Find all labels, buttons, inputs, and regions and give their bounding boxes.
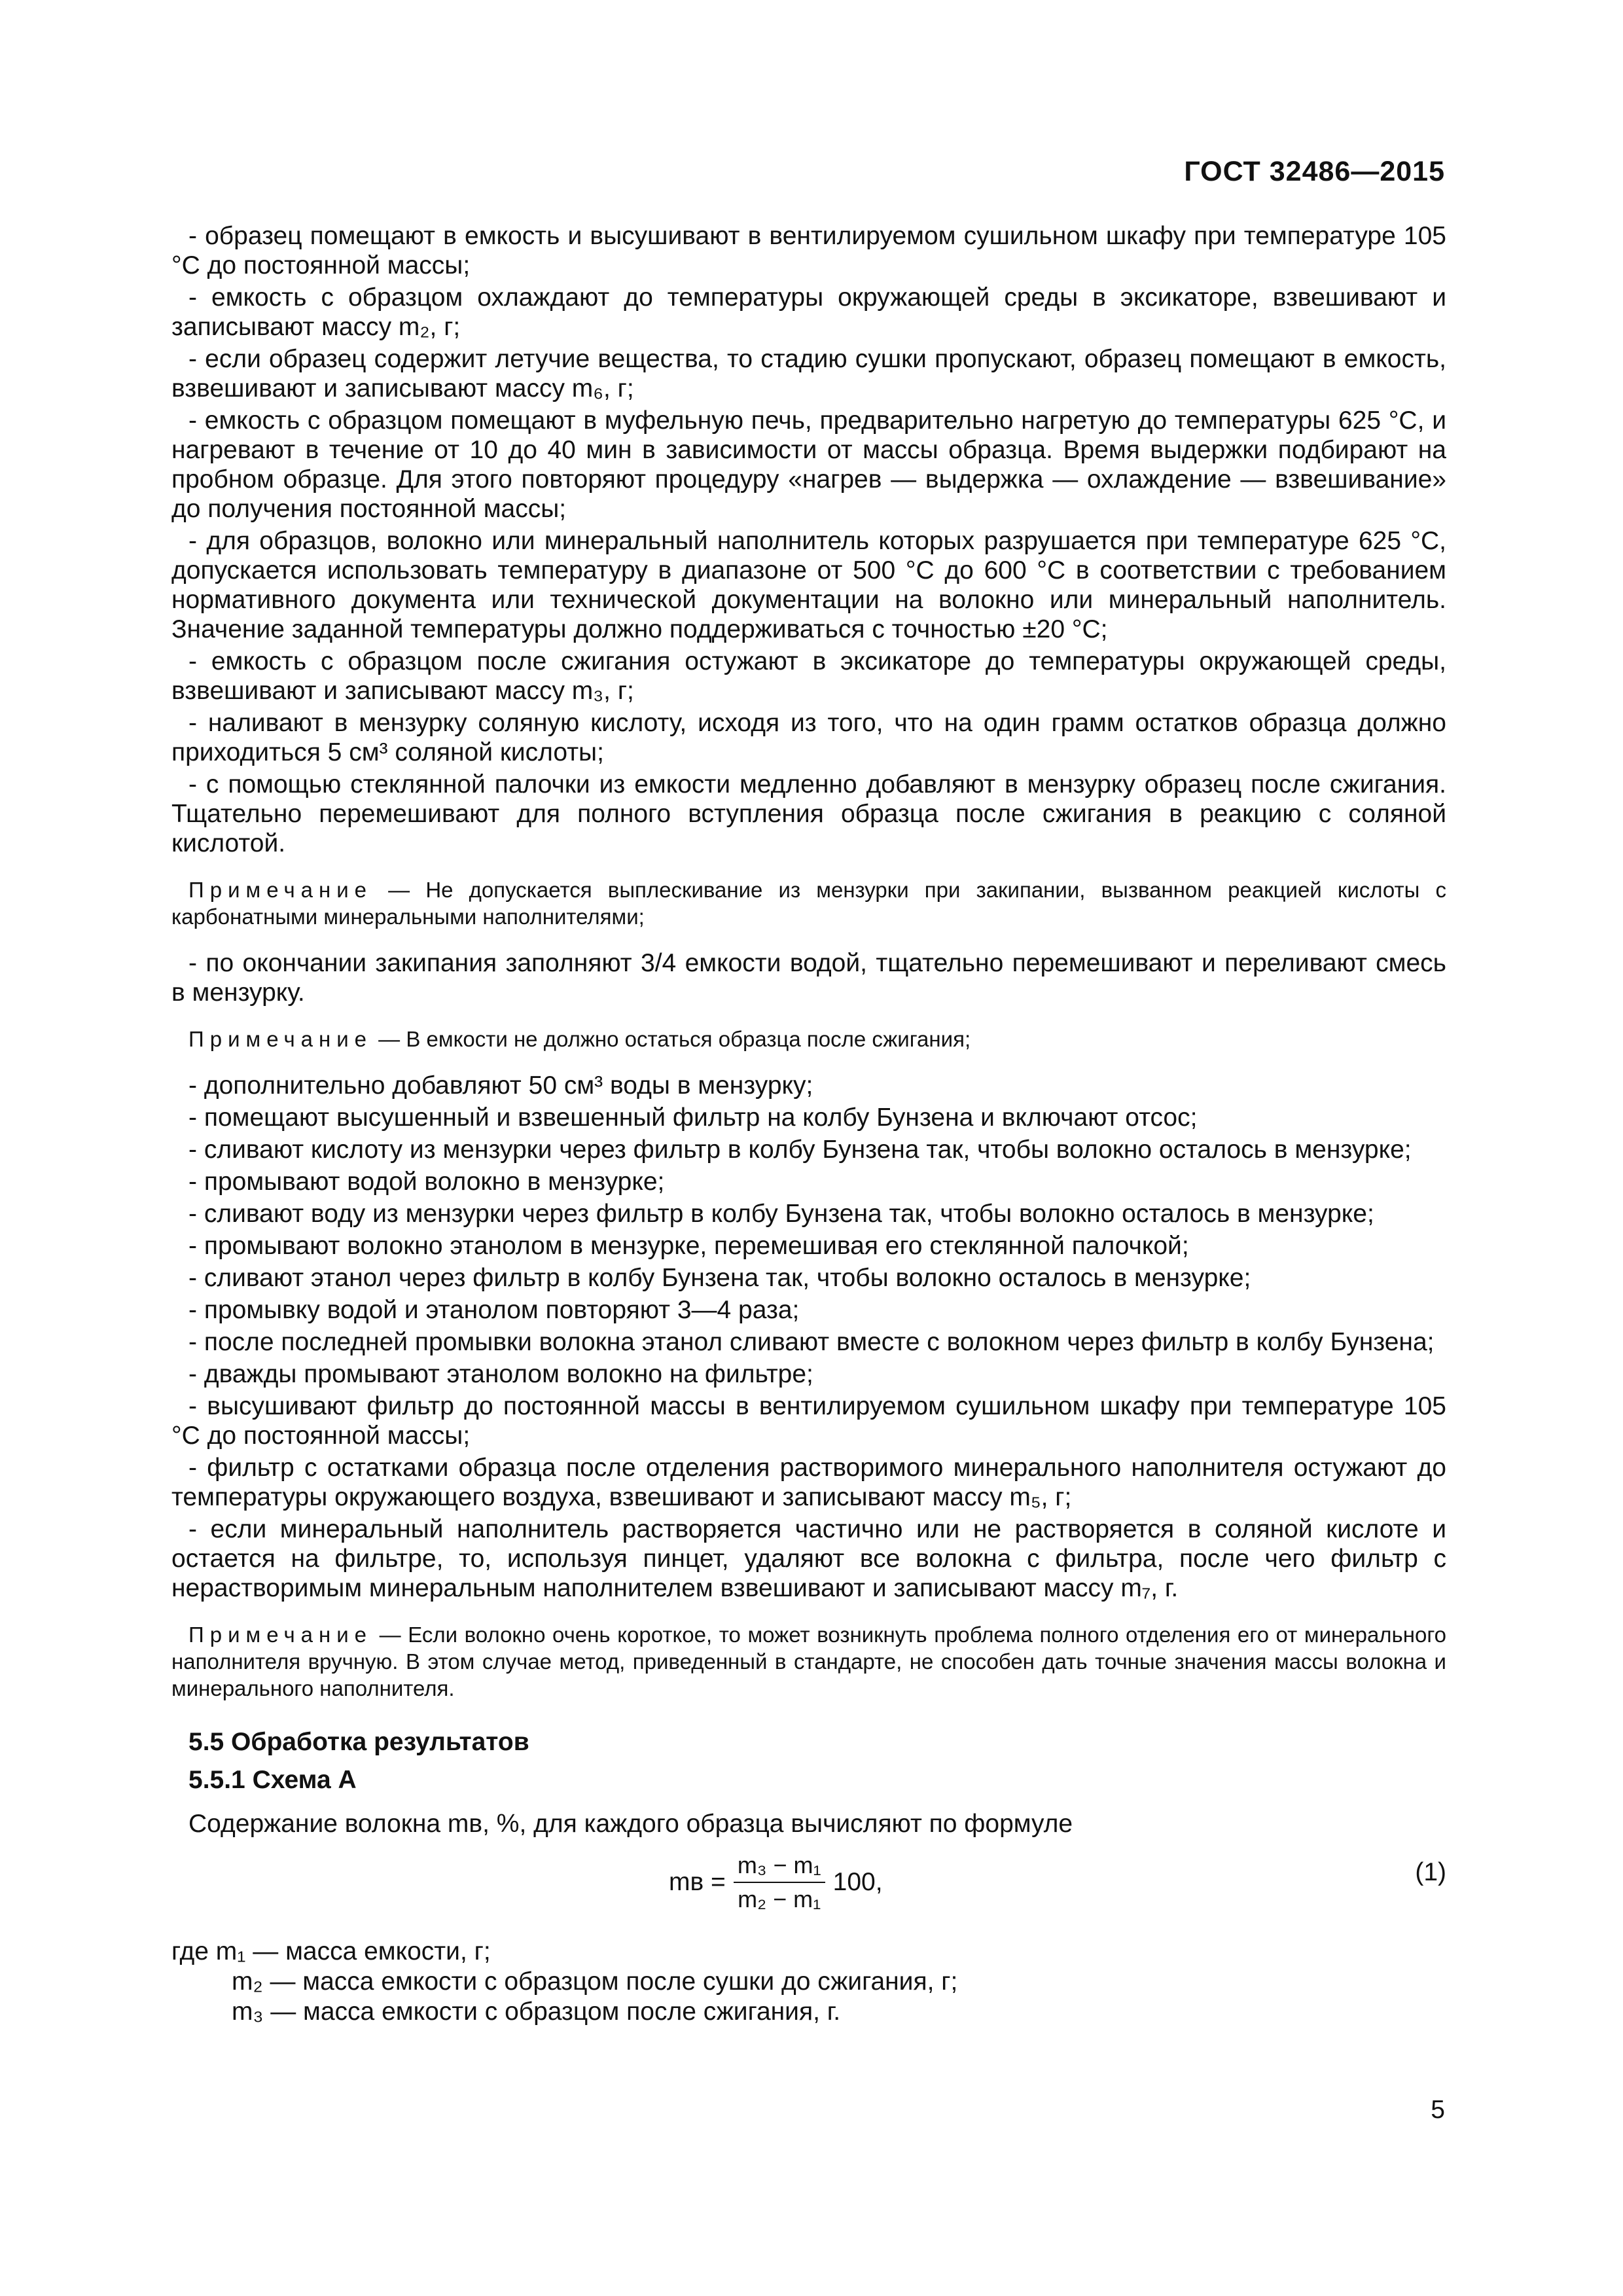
paragraph: - после последней промывки волокна этанол сливают вместе с волокном через фильтр в колбу Бунзена; [188, 1328, 1435, 1356]
document-code: ГОСТ 32486—2015 [1184, 156, 1445, 187]
subsection-title: 5.5.1 Схема А [188, 1766, 357, 1794]
paragraph: - образец помещают в емкость и высушивают в вентилируемом сушильном шкафу при температуре 105 °С до постоянной массы; [171, 222, 1446, 279]
note-text: — В емкости не должно остаться образца после сжигания; [372, 1027, 971, 1051]
formula-block [171, 1852, 1446, 1930]
formula-factor: 100, [832, 1868, 883, 1896]
paragraph: - емкость с образцом охлаждают до температуры окружающей среды в эксикаторе, взвешивают и записывают массу m₂, г; [171, 283, 1446, 341]
paragraph: - промывают волокно этанолом в мензурке, перемешивая его стеклянной палочкой; [188, 1232, 1189, 1260]
paragraph: - высушивают фильтр до постоянной массы в вентилируемом сушильном шкафу при температуре 105 °С до постоянной массы; [171, 1392, 1446, 1450]
paragraph: - сливают воду из мензурки через фильтр в колбу Бунзена так, чтобы волокно осталось в мензурке; [188, 1200, 1374, 1228]
fraction-numerator: m₃ − m₁ [734, 1852, 825, 1883]
note-label: Примечание [188, 1623, 373, 1647]
where-list [171, 1937, 1446, 2027]
where-item: где m₁ — масса емкости, г; [171, 1937, 491, 1965]
where-item: m₂ — масса емкости с образцом после сушки до сжигания, г; [232, 1967, 958, 1996]
paragraph: - если образец содержит летучие вещества, то стадию сушки пропускают, образец помещают в емкость, взвешивают и записывают массу m₆, г; [171, 345, 1446, 403]
paragraph: - по окончании закипания заполняют 3/4 емкости водой, тщательно перемешивают и переливают смесь в мензурку. [171, 949, 1446, 1007]
where-item: m₃ — масса емкости с образцом после сжигания, г. [232, 1998, 841, 2026]
note [171, 876, 1446, 930]
equation-number: (1) [1415, 1858, 1446, 1886]
procedure-steps [171, 221, 1446, 858]
note-label: Примечание [188, 1027, 373, 1051]
paragraph: - с помощью стеклянной палочки из емкости медленно добавляют в мензурку образец после сжигания. Тщательно перемешивают для полного вступления образца после сжигания в реакцию с соляной кислотой. [171, 770, 1446, 857]
paragraph: - если минеральный наполнитель растворяется частично или не растворяется в соляной кислоте и остается на фильтре, то, используя пинцет, удаляют все волокна с фильтра, после чего фильтр с нерастворимым минеральным наполнителем взвешивают и записывают массу m₇, г. [171, 1515, 1446, 1602]
fraction-denominator: m₂ − m₁ [738, 1886, 821, 1912]
fraction [734, 1852, 825, 1913]
paragraph: - сливают этанол через фильтр в колбу Бунзена так, чтобы волокно осталось в мензурке; [188, 1264, 1251, 1292]
procedure-steps [171, 1071, 1446, 1603]
note-text: — Если волокно очень короткое, то может возникнуть проблема полного отделения его от минерального наполнителя вручную. В этом случае метод, приведенный в стандарте, не способен дать точные значения массы волокна и минерального наполнителя. [171, 1623, 1446, 1700]
paragraph: - помещают высушенный и взвешенный фильтр на колбу Бунзена и включают отсос; [188, 1103, 1198, 1132]
paragraph: - для образцов, волокно или минеральный наполнитель которых разрушается при температуре 625 °С, допускается использовать температуру в диапазоне от 500 °С до 600 °С в соответствии с требованием нормативного документа или технической документации на волокно или минеральный наполнитель. Значение заданной температуры должно поддерживаться с точностью ±20 °С; [171, 527, 1446, 643]
formula-lhs: mв = [669, 1868, 726, 1896]
page-number: 5 [1431, 2096, 1445, 2124]
paragraph: - дважды промывают этанолом волокно на фильтре; [188, 1360, 813, 1388]
note [171, 1026, 1446, 1052]
paragraph: - дополнительно добавляют 50 см³ воды в мензурку; [188, 1071, 813, 1100]
paragraph: - емкость с образцом после сжигания остужают в эксикаторе до температуры окружающей среды, взвешивают и записывают массу m₃, г; [171, 647, 1446, 705]
paragraph: - сливают кислоту из мензурки через фильтр в колбу Бунзена так, чтобы волокно осталось в мензурке; [188, 1136, 1412, 1164]
paragraph: - емкость с образцом помещают в муфельную печь, предварительно нагретую до температуры 625 °С, и нагревают в течение от 10 до 40 мин в зависимости от массы образца. Время выдержки подбирают на пробном образце. Для этого повторяют процедуру «нагрев — выдержка — охлаждение — взвешивание» до получения постоянной массы; [171, 406, 1446, 523]
formula [669, 1852, 883, 1913]
paragraph: - промывают водой волокно в мензурке; [188, 1168, 665, 1196]
paragraph: - фильтр с остатками образца после отделения растворимого минерального наполнителя остужают до температуры окружающего воздуха, взвешивают и записывают массу m₅, г; [171, 1454, 1446, 1511]
paragraph: - промывку водой и этанолом повторяют 3—4 раза; [188, 1296, 800, 1324]
note-label: Примечание [188, 878, 373, 902]
paragraph: - наливают в мензурку соляную кислоту, исходя из того, что на один грамм остатков образца должно приходиться 5 см³ соляной кислоты; [171, 709, 1446, 766]
page-body [171, 221, 1446, 2027]
note-text: — Не допускается выплескивание из мензурки при закипании, вызванном реакцией кислоты с карбонатными минеральными наполнителями; [171, 878, 1446, 929]
section-title: 5.5 Обработка результатов [188, 1728, 529, 1756]
formula-intro: Содержание волокна mв, %, для каждого образца вычисляют по формуле [188, 1810, 1073, 1838]
note [171, 1621, 1446, 1702]
